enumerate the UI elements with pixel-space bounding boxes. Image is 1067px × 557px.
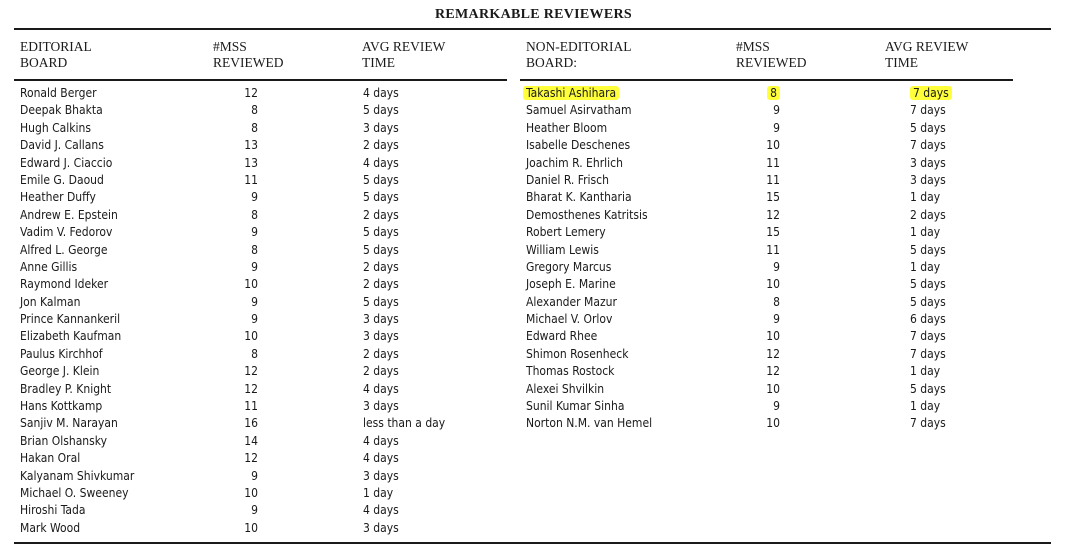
avg-review-time: 4 days xyxy=(363,155,399,170)
avg-review-time: 5 days xyxy=(363,242,399,257)
mss-count: 16 xyxy=(244,416,258,431)
reviewer-name: Paulus Kirchhof xyxy=(20,346,103,361)
avg-review-time: 1 day xyxy=(910,225,941,240)
avg-review-time: 4 days xyxy=(363,451,399,466)
avg-review-time: 2 days xyxy=(363,138,399,153)
reviewer-name: Brian Olshansky xyxy=(20,433,107,448)
reviewer-name: Sanjiv M. Narayan xyxy=(20,416,118,431)
reviewer-name: Sunil Kumar Sinha xyxy=(526,399,625,414)
avg-review-time: 2 days xyxy=(363,277,399,292)
mss-count: 10 xyxy=(766,138,780,153)
avg-review-time: 5 days xyxy=(363,103,399,118)
avg-review-time: 2 days xyxy=(363,364,399,379)
reviewer-name: David J. Callans xyxy=(20,138,104,153)
editorial-time-header: AVG REVIEW TIME xyxy=(362,39,446,70)
avg-review-time: 5 days xyxy=(910,381,946,396)
mss-count: 8 xyxy=(767,86,780,100)
avg-review-time: 5 days xyxy=(363,190,399,205)
mss-count: 10 xyxy=(766,381,780,396)
reviewer-name: Thomas Rostock xyxy=(526,364,615,379)
non-editorial-header-rule xyxy=(520,79,1013,81)
non-editorial-time-header: AVG REVIEW TIME xyxy=(885,39,969,70)
avg-review-time: 3 days xyxy=(363,468,399,483)
reviewer-name: Isabelle Deschenes xyxy=(526,138,631,153)
mss-count: 9 xyxy=(251,225,258,240)
reviewer-name: Edward Rhee xyxy=(526,329,598,344)
mss-count: 8 xyxy=(773,294,780,309)
reviewer-name: Vadim V. Fedorov xyxy=(20,225,113,240)
avg-review-time: 3 days xyxy=(363,312,399,327)
mss-count: 8 xyxy=(251,207,258,222)
reviewer-name: Emile G. Daoud xyxy=(20,172,104,187)
mss-count: 8 xyxy=(251,346,258,361)
avg-review-time: 7 days xyxy=(910,138,946,153)
avg-review-time: 2 days xyxy=(363,346,399,361)
avg-review-time: 4 days xyxy=(363,433,399,448)
mss-count: 9 xyxy=(251,503,258,518)
avg-review-time: 2 days xyxy=(363,207,399,222)
editorial-board-header: EDITORIAL BOARD xyxy=(20,39,92,70)
mss-count: 12 xyxy=(244,86,258,100)
avg-review-time: 1 day xyxy=(363,485,394,500)
avg-review-time: 1 day xyxy=(910,399,941,414)
avg-review-time: 5 days xyxy=(363,225,399,240)
avg-review-time: 5 days xyxy=(363,294,399,309)
editorial-count-header: #MSS REVIEWED xyxy=(213,39,284,70)
editorial-header-rule xyxy=(14,79,507,81)
mss-count: 10 xyxy=(766,277,780,292)
mss-count: 9 xyxy=(251,468,258,483)
mss-count: 9 xyxy=(251,190,258,205)
mss-count: 10 xyxy=(244,520,258,535)
reviewer-name: Bharat K. Kantharia xyxy=(526,190,632,205)
mss-count: 12 xyxy=(766,346,780,361)
mss-count: 9 xyxy=(773,103,780,118)
mss-count: 15 xyxy=(766,190,780,205)
mss-count: 12 xyxy=(766,207,780,222)
mss-count: 10 xyxy=(244,277,258,292)
reviewer-name: Norton N.M. van Hemel xyxy=(526,416,653,431)
mss-count: 11 xyxy=(766,155,780,170)
reviewer-name: Anne Gillis xyxy=(20,259,78,274)
avg-review-time: 1 day xyxy=(910,364,941,379)
reviewer-name: Robert Lemery xyxy=(526,225,606,240)
reviewer-name: Hugh Calkins xyxy=(20,120,91,135)
avg-review-time: 3 days xyxy=(363,120,399,135)
reviewer-name: Edward J. Ciaccio xyxy=(20,155,113,170)
avg-review-time: less than a day xyxy=(363,416,446,431)
reviewer-name: Hakan Oral xyxy=(20,451,81,466)
mss-count: 10 xyxy=(244,329,258,344)
reviewer-name: Alexander Mazur xyxy=(526,294,617,309)
mss-count: 8 xyxy=(251,103,258,118)
avg-review-time: 7 days xyxy=(910,86,952,100)
mss-count: 10 xyxy=(244,485,258,500)
mss-count: 12 xyxy=(244,451,258,466)
avg-review-time: 5 days xyxy=(910,120,946,135)
mss-count: 12 xyxy=(244,381,258,396)
avg-review-time: 5 days xyxy=(363,172,399,187)
avg-review-time: 7 days xyxy=(910,346,946,361)
reviewer-name: Heather Bloom xyxy=(526,120,608,135)
avg-review-time: 3 days xyxy=(910,172,946,187)
reviewer-name: Heather Duffy xyxy=(20,190,96,205)
reviewer-name: Ronald Berger xyxy=(20,86,97,100)
reviewer-name: Alfred L. George xyxy=(20,242,108,257)
mss-count: 10 xyxy=(766,416,780,431)
reviewer-name: Bradley P. Knight xyxy=(20,381,112,396)
mss-count: 9 xyxy=(773,399,780,414)
mss-count: 9 xyxy=(251,259,258,274)
mss-count: 14 xyxy=(244,433,258,448)
reviewer-name: Shimon Rosenheck xyxy=(526,346,629,361)
avg-review-time: 3 days xyxy=(363,329,399,344)
reviewer-name: Andrew E. Epstein xyxy=(20,207,118,222)
avg-review-time: 2 days xyxy=(363,259,399,274)
mss-count: 15 xyxy=(766,225,780,240)
mss-count: 11 xyxy=(766,242,780,257)
avg-review-time: 5 days xyxy=(910,277,946,292)
avg-review-time: 6 days xyxy=(910,312,946,327)
bottom-rule xyxy=(14,542,1051,544)
avg-review-time: 3 days xyxy=(363,399,399,414)
reviewer-name: Gregory Marcus xyxy=(526,259,612,274)
non-editorial-board-header: NON-EDITORIAL BOARD: xyxy=(526,39,632,70)
reviewer-name: Takashi Ashihara xyxy=(523,86,619,100)
mss-count: 12 xyxy=(766,364,780,379)
reviewer-name: Mark Wood xyxy=(20,520,81,535)
mss-count: 9 xyxy=(773,120,780,135)
avg-review-time: 3 days xyxy=(363,520,399,535)
mss-count: 13 xyxy=(244,138,258,153)
mss-count: 9 xyxy=(251,312,258,327)
avg-review-time: 7 days xyxy=(910,103,946,118)
reviewer-name: George J. Klein xyxy=(20,364,100,379)
reviewer-name: Michael O. Sweeney xyxy=(20,485,129,500)
mss-count: 12 xyxy=(244,364,258,379)
mss-count: 8 xyxy=(251,120,258,135)
avg-review-time: 3 days xyxy=(910,155,946,170)
reviewer-name: Michael V. Orlov xyxy=(526,312,613,327)
mss-count: 9 xyxy=(773,259,780,274)
mss-count: 11 xyxy=(766,172,780,187)
mss-count: 11 xyxy=(244,399,258,414)
avg-review-time: 4 days xyxy=(363,503,399,518)
reviewer-name: Joachim R. Ehrlich xyxy=(526,155,623,170)
avg-review-time: 1 day xyxy=(910,190,941,205)
avg-review-time: 5 days xyxy=(910,294,946,309)
avg-review-time: 5 days xyxy=(910,242,946,257)
mss-count: 9 xyxy=(251,294,258,309)
avg-review-time: 2 days xyxy=(910,207,946,222)
avg-review-time: 1 day xyxy=(910,259,941,274)
mss-count: 13 xyxy=(244,155,258,170)
reviewer-name: Hiroshi Tada xyxy=(20,503,86,518)
avg-review-time: 7 days xyxy=(910,329,946,344)
reviewer-name: Demosthenes Katritsis xyxy=(526,207,648,222)
top-rule xyxy=(14,28,1051,30)
reviewer-name: Alexei Shvilkin xyxy=(526,381,605,396)
reviewer-name: Daniel R. Frisch xyxy=(526,172,609,187)
mss-count: 11 xyxy=(244,172,258,187)
avg-review-time: 7 days xyxy=(910,416,946,431)
mss-count: 10 xyxy=(766,329,780,344)
reviewer-name: Joseph E. Marine xyxy=(526,277,616,292)
reviewer-name: Deepak Bhakta xyxy=(20,103,103,118)
reviewer-name: Elizabeth Kaufman xyxy=(20,329,122,344)
reviewer-name: Samuel Asirvatham xyxy=(526,103,632,118)
reviewer-name: William Lewis xyxy=(526,242,599,257)
document-title: REMARKABLE REVIEWERS xyxy=(435,7,632,22)
reviewer-name: Raymond Ideker xyxy=(20,277,109,292)
avg-review-time: 4 days xyxy=(363,381,399,396)
reviewer-name: Prince Kannankeril xyxy=(20,312,121,327)
avg-review-time: 4 days xyxy=(363,86,399,100)
reviewer-name: Kalyanam Shivkumar xyxy=(20,468,135,483)
non-editorial-count-header: #MSS REVIEWED xyxy=(736,39,807,70)
mss-count: 8 xyxy=(251,242,258,257)
reviewer-name: Hans Kottkamp xyxy=(20,399,103,414)
mss-count: 9 xyxy=(773,312,780,327)
reviewer-name: Jon Kalman xyxy=(20,294,81,309)
